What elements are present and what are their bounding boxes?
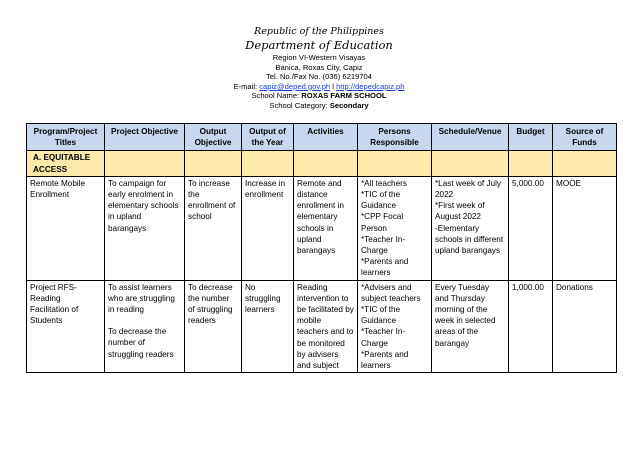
cell-output-year: No struggling learners	[242, 280, 294, 373]
person-line: *Teacher In-Charge	[361, 327, 406, 348]
school-category-label: School Category:	[269, 100, 330, 110]
cell-title: Remote Mobile Enrollment	[27, 176, 105, 280]
table-row	[27, 176, 617, 280]
cell-persons	[358, 280, 432, 373]
website-link[interactable]: http://depedcapiz.ph	[336, 81, 405, 91]
address-line: Banica, Roxas City, Capiz	[275, 62, 363, 72]
schedule-line: *First week of August 2022	[435, 201, 485, 222]
email-line	[0, 82, 638, 92]
column-header: Activities	[294, 124, 358, 151]
person-line: *TIC of the Guidance	[361, 190, 401, 211]
republic-title: Republic of the Philippines	[254, 26, 384, 37]
region-line: Region VI-Western Visayas	[272, 53, 366, 62]
cell-budget: 5,000.00	[509, 176, 553, 280]
plan-table	[26, 123, 617, 373]
person-line: *Parents and learners	[361, 257, 409, 278]
cell-activities: Reading intervention to be facilitated by mobile teachers and to be monitored by advisers and subject	[294, 280, 358, 373]
cell-budget: 1,000.00	[509, 280, 553, 373]
section-row	[27, 151, 617, 176]
cell-output-year: Increase in enrollment	[242, 176, 294, 280]
person-line: *Parents and learners	[361, 349, 409, 371]
schedule-line: -Elementary schools in different upland barangays	[435, 223, 504, 256]
column-header: Program/Project Titles	[27, 124, 105, 151]
person-line: *All teachers	[361, 178, 407, 188]
email-link[interactable]: capiz@deped.gov.ph	[259, 81, 331, 91]
cell-schedule: Every Tuesday and Thursday morning of the week in selected areas of the barangay	[432, 280, 509, 373]
tel-line: Tel. No./Fax No. (036) 6219704	[266, 72, 372, 82]
school-category: Secondary	[329, 100, 369, 110]
cell-project-objective	[105, 280, 185, 373]
cell-output-objective: To increase the enrollment of school	[185, 176, 242, 280]
column-header: Project Objective	[105, 124, 185, 151]
column-header: Output of the Year	[242, 124, 294, 151]
cell-persons	[358, 176, 432, 280]
cell-project-objective: To campaign for early enrolment in elementary schools in upland barangays	[105, 176, 185, 280]
department-title: Department of Education	[245, 38, 393, 52]
cell-activities: Remote and distance enrollment in elementary schools in upland barangays	[294, 176, 358, 280]
table-header-row	[27, 124, 617, 151]
column-header: Persons Responsible	[358, 124, 432, 151]
objective-extra-text: To decrease the number of struggling readers	[108, 327, 174, 359]
school-name-line	[0, 91, 638, 101]
school-name-label: School Name:	[251, 91, 302, 101]
column-header: Schedule/Venue	[432, 124, 509, 151]
column-header: Output Objective	[185, 124, 242, 151]
school-name: ROXAS FARM SCHOOL	[301, 91, 387, 101]
column-header: Source of Funds	[553, 124, 617, 151]
school-category-line	[0, 101, 638, 111]
schedule-line: *Last week of July 2022	[435, 178, 501, 200]
cell-source: Donations	[553, 280, 617, 373]
cell-source: MOOE	[553, 176, 617, 280]
column-header: Budget	[509, 124, 553, 151]
objective-text: To assist learners who are struggling in reading	[108, 282, 175, 315]
email-prefix: E-mail:	[233, 81, 260, 91]
person-line: *Teacher In-Charge	[361, 234, 406, 256]
cell-schedule	[432, 176, 509, 280]
cell-title: Project RFS-Reading Facilitation of Students	[27, 280, 105, 373]
person-line: *TIC of the Guidance	[361, 305, 401, 326]
cell-output-objective: To decrease the number of struggling readers	[185, 280, 242, 373]
table-row	[27, 280, 617, 373]
link-separator: l	[330, 81, 337, 91]
section-label: A. EQUITABLE ACCESS	[27, 151, 105, 176]
person-line: *CPP Focal Person	[361, 212, 404, 233]
letterhead	[0, 0, 638, 111]
person-line: *Advisers and subject teachers	[361, 282, 421, 303]
